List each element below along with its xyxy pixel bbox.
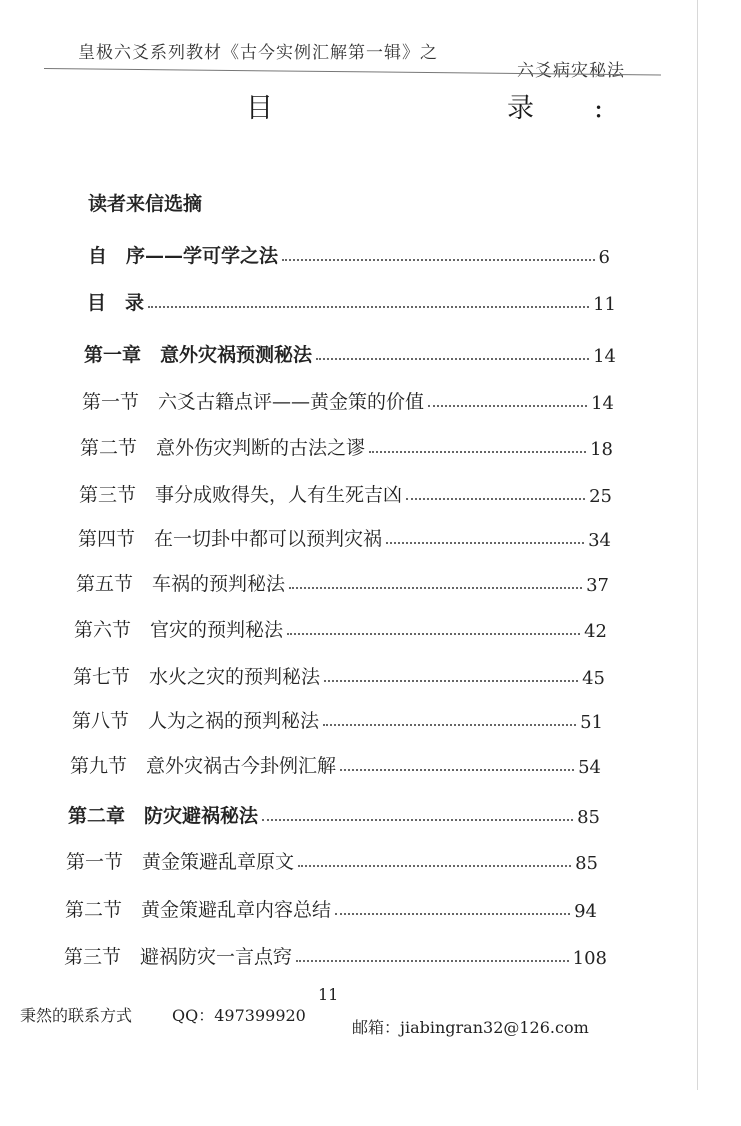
toc-entry-label: 第三节 事分成败得失，人有生死吉凶 — [79, 484, 403, 506]
toc-entry — [76, 568, 609, 596]
toc-entry-page: 108 — [572, 948, 607, 969]
page-title: 目 录: — [246, 93, 664, 124]
toc-entry — [82, 386, 614, 414]
toc-entry-label: 第六节 官灾的预判秘法 — [74, 619, 284, 641]
toc-leader-dots — [369, 451, 586, 453]
toc-entry-label: 第二节 意外伤灾判断的古法之谬 — [80, 437, 366, 459]
toc-leader-dots — [386, 542, 584, 544]
toc-entry-page: 37 — [586, 575, 609, 596]
page-number: 11 — [318, 985, 339, 1004]
toc-entry-label: 第七节 水火之灾的预判秘法 — [73, 666, 321, 688]
toc-entry-page: 45 — [582, 668, 605, 689]
toc-leader-dots — [287, 633, 580, 635]
toc-entry-page: 6 — [598, 247, 610, 268]
toc-entry-label: 第一节 六爻古籍点评——黄金策的价值 — [82, 391, 425, 413]
toc-entry — [64, 941, 607, 969]
toc-leader-dots — [323, 724, 576, 726]
toc-entry — [73, 661, 605, 689]
toc-entry-page: 25 — [589, 486, 612, 507]
toc-entry — [84, 339, 616, 367]
toc-entry-page: 14 — [591, 393, 614, 414]
toc-leader-dots — [324, 680, 578, 682]
toc-leader-dots — [262, 819, 573, 821]
toc-leader-dots — [282, 259, 595, 261]
toc-entry-page: 51 — [580, 712, 603, 733]
toc-entry-page: 14 — [593, 346, 616, 367]
toc-entry-label: 第五节 车祸的预判秘法 — [76, 573, 286, 595]
toc-leader-dots — [296, 960, 569, 962]
toc-entry — [72, 705, 603, 733]
toc-leader-dots — [406, 498, 585, 500]
toc-entry-label: 第二节 黄金策避乱章内容总结 — [65, 899, 332, 921]
toc-entry-label: 自 序——学可学之法 — [88, 245, 279, 267]
toc-entry-page: 85 — [577, 807, 600, 828]
toc-leader-dots — [340, 769, 574, 771]
footer-qq: QQ：497399920 — [172, 1006, 306, 1025]
toc-entry-label: 第二章 防灾避祸秘法 — [68, 805, 259, 827]
toc-entry-label: 第四节 在一切卦中都可以预判灾祸 — [78, 528, 383, 550]
toc-entry-label: 第八节 人为之祸的预判秘法 — [72, 710, 320, 732]
toc-entry-label: 第一节 黄金策避乱章原文 — [66, 851, 295, 873]
toc-entry — [88, 188, 202, 216]
toc-entry-label: 第三节 避祸防灾一言点窍 — [64, 946, 293, 968]
toc-entry-page: 11 — [593, 294, 616, 315]
toc-entry-page: 94 — [574, 901, 597, 922]
toc-entry — [80, 432, 613, 460]
toc-leader-dots — [428, 405, 587, 407]
toc-entry — [70, 750, 601, 778]
toc-entry-label: 第一章 意外灾祸预测秘法 — [84, 344, 313, 366]
running-header-book-title: 六爻病灾秘法 — [517, 61, 625, 81]
footer-email: 邮箱：jiabingran32@126.com — [352, 1018, 589, 1037]
footer-contact-label: 秉然的联系方式 — [20, 1006, 133, 1025]
running-header-series-title: 皇极六爻系列教材《古今实例汇解第一辑》之 — [78, 43, 438, 63]
toc-entry-page: 18 — [590, 439, 613, 460]
toc-entry-page: 54 — [578, 757, 601, 778]
toc-entry — [88, 240, 610, 268]
toc-entry — [66, 846, 598, 874]
toc-entry-page: 85 — [575, 853, 598, 874]
toc-entry-label: 目 录 — [87, 292, 145, 314]
toc-leader-dots — [148, 306, 589, 308]
toc-entry — [68, 800, 600, 828]
toc-leader-dots — [289, 587, 582, 589]
toc-leader-dots — [298, 865, 571, 867]
toc-entry-label: 读者来信选摘 — [88, 193, 203, 215]
toc-entry-label: 第九节 意外灾祸古今卦例汇解 — [70, 755, 337, 777]
toc-entry-page: 34 — [588, 530, 611, 551]
toc-entry — [65, 894, 597, 922]
toc-entry — [78, 523, 611, 551]
toc-leader-dots — [335, 913, 570, 915]
toc-leader-dots — [316, 358, 589, 360]
toc-entry — [87, 287, 616, 315]
toc-entry — [74, 614, 607, 642]
page-edge-line — [697, 0, 698, 1090]
toc-entry-page: 42 — [584, 621, 607, 642]
toc-entry — [79, 479, 612, 507]
